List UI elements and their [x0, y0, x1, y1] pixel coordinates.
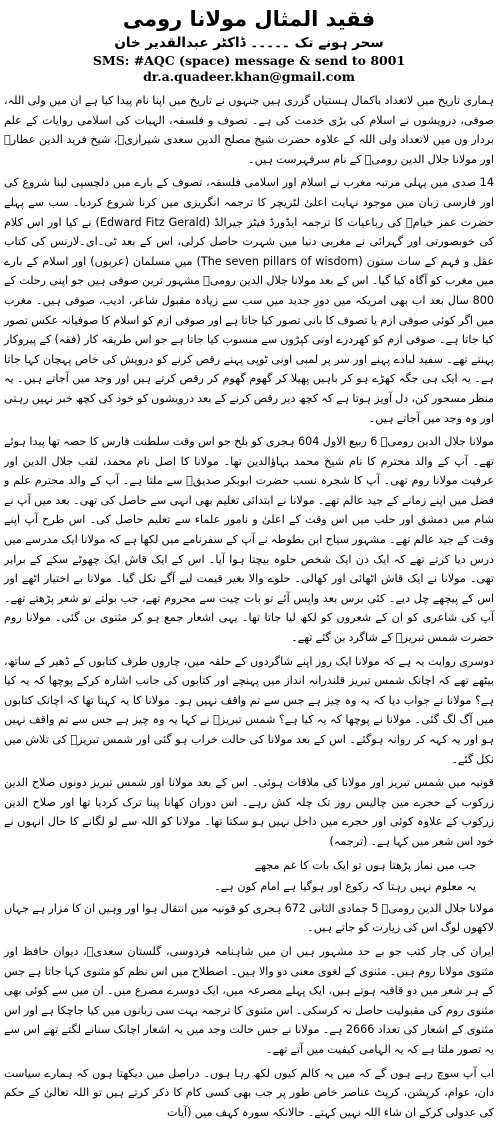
body-paragraph: ہماری تاریخ میں لاتعداد باکمال ہستیاں گزری ہیں جنہوں نے تاریخ میں اپنا نام پیدا کیا ہے ان میں ولی اللہ، صوفی، درویشوں نے اسلام کی بڑی خدمت کی ہے۔ تصوف و فلسفہ، الہیات کی اسلامی روایات کے علم بردار وں میں لاتعداد ولی اللہ کے علاوہ حضرت شیخ مصلح الدین سعدی شیرازیؒ، شیخ فرید الدین عطارؒ اور مولانا جلال الدین رومیؒ کے نام سرفہرست ہیں۔	[4, 91, 494, 169]
article-title: فقید المثال مولانا رومی	[4, 6, 494, 32]
body-paragraph: قونیہ میں شمس تبریز اور مولانا کی ملاقات ہوئی۔ اس کے بعد مولانا اور شمس تبریز دونوں صلاح الدین زرکوب کے حجرے میں چالیس روز تک چلہ کش رہے۔ اس دوران کھانا پینا ترک کردیا تھا اور صلاح الدین زرکوب کے علاوہ کوئی اور حجرے میں داخل نہیں ہو سکتا تھا۔ مولانا کو اللہ سے لو لگانے کا حال انہوں نے خود اس شعر میں کہا ہے۔ (ترجمہ)	[4, 773, 494, 851]
body-paragraph: ایران کی چار کتب جو بے حد مشہور ہیں ان میں شاہنامہ فردوسی، گلستان سعدیؒ، دیوان حافظ اور مثنوی مولانا روم ہیں۔ مثنوی کے لغوی معنی دو والا ہیں۔ اصطلاح میں اس نظم کو مثنوی کہا جاتا ہے جس کے ہر شعر میں دو قافیہ ہوتے ہیں، ایک پہلے مصرعہ میں، ایک دوسرے مصرع میں۔ ان میں سے کوئی بھی مثنوی روم کی مقبولیت حاصل نہ کرسکی۔ اس مثنوی کا ترجمہ بہت سی زبانوں میں کیا جاچکا ہے اور اس مثنوی کے اشعار کی تعداد 2666 ہے۔ مولانا نے جس حالت وجد میں یہ اشعار اچانک سنانے لگتے تھے اس سے یہ تصور ملتا ہے کہ یہ الہامی کیفیت میں آتے تھے۔	[4, 942, 494, 1060]
author-email: dr.a.quadeer.khan@gmail.com	[4, 69, 494, 85]
body-paragraph: دوسری روایت یہ ہے کہ مولانا ایک روز اپنے شاگردوں کے حلقہ میں، چاروں طرف کتابوں کے ڈھیر کے ساتھ، بیٹھے تھے کہ اچانک شمس تبریز قلندرانہ انداز میں پہنچے اور کتابوں کی جانب اشارہ کرکے پوچھا کہ یہ کیا ہے؟ مولانا نے جواب دیا کہ یہ وہ چیز ہے جس سے تم واقف نہیں ہو۔ مولانا کا یہ کہنا تھا کہ اچانک کتابوں میں آگ لگ گئی۔ مولانا نے پوچھا کہ یہ کیا ہے؟ شمس تبریزؒ نے کہا یہ وہ چیز ہے جس سے تم واقف نہیں ہو اور یہ کہہ کر روانہ ہوگئے۔ اس کے بعد مولانا کی حالت خراب ہو گئی اور شمس تبریزؒ کی تلاش میں نکل گئے۔	[4, 652, 494, 770]
article-byline: سحر ہونے تک ۔۔۔۔۔ ڈاکٹر عبدالقدیر خان	[4, 34, 494, 53]
couplet-line: یہ معلوم نہیں رہتا کہ رکوع اور ہوگیا ہے امام کون ہے۔	[4, 877, 494, 897]
body-paragraph: اب آپ سوچ رہے ہوں گے کہ میں یہ کالم کیوں لکھ رہا ہوں۔ دراصل میں دیکھتا ہوں کہ ہمارے سیاست دان، عوام، کرپشن، کرپٹ عناصر خاص طور پر جب بھی کسی کام کا ذکر کرتے ہیں تو اللہ تعالیٰ کے حکم کی عدولی کرکے ان شاء اللہ نہیں کہتے۔ حالانکہ سورہ کہف میں (آیات	[4, 1064, 494, 1122]
body-paragraph: مولانا جلال الدین رومیؒ 6 ربیع الاول 604 ہجری کو بلخ جو اس وقت سلطنت فارس کا حصہ تھا پیدا ہوئے تھے۔ آپ کے والد محترم کا نام شیخ محمد بہاؤالدین تھا۔ مولانا کا اصل نام محمد، لقب جلال الدین اور عرفیت مولانا روم تھی۔ آپ کا شجرہ نسب حضرت ابوبکر صدیقؓ سے ملتا ہے۔ آپ کے والد محترم علم و فضل میں اپنے زمانے کے جید عالم تھے۔ مولانا نے ابتدائی تعلیم بھی انہی سے حاصل کی تھی۔ بعد میں آپ نے شام میں دمشق اور حلب میں اس وقت کے اعلیٰ و نامور علماء سے تعلیم حاصل کی۔ اس طرح آپ اپنے وقت کے جید عالم تھے۔ مشہور سیاح ابن بطوطہ نے آپ کے سفرنامے میں لکھا ہے کہ مولانا ایک مدرسے میں درس دیا کرتے تھے کہ ایک دن ایک شخص حلوہ بیچتا ہوا آیا۔ اس کے ایک قاش ایک چھوٹے سکے کے برابر تھی۔ مولانا نے ایک قاش اٹھائی اور کھالی۔ حلوے والا بغیر قیمت لیے آگے نکل گیا۔ مولانا بے اختیار اٹھے اور اس کے پیچھے چل دیے۔ کئی برس بعد واپس آئے تو بات چیت سے محروم تھے، جب بولتے تو شعر پڑھتے تھے۔ آپ کی شاعری کو ان کے شعروں کو لکھ لیا جاتا تھا۔ یہی اشعار جمع ہو کر مثنوی بن گئی۔ مولانا روم حضرت شمس تبریزؒ کے شاگرد بن گئے تھے۔	[4, 432, 494, 648]
sms-line: SMS: #AQC (space) message & send to 8001	[4, 53, 494, 69]
couplet-line: جب میں نماز پڑھتا ہوں تو ایک بات کا غم مجھے	[4, 856, 494, 876]
body-paragraph: 14 صدی میں پہلی مرتبہ مغرب نے اسلام اور اسلامی فلسفہ، تصوف کے بارے میں دلچسپی لینا شروع کی اور فارسی زبان میں موجود نہایت اعلیٰ لٹریچر کا ترجمہ انگریزی میں کرنا شروع کردیا۔ سب سے پہلے حضرت عمر خیامؒ کی رباعیات کا ترجمہ ایڈورڈ فیٹز جیرالڈ (Edward Fitz Gerald) نے کیا اور اس کلام کی خوبصورتی اور گہرائی نے مغربی دنیا میں شہرت حاصل کرلی، اس کے بعد ٹی۔ای۔لارنس کی کتاب عقل و فہم کے سات ستون (The seven pillars of wisdom) میں مسلمان (عربوں) اور اسلام کے بارے میں مغرب کو آگاہ کیا گیا۔ اس کے بعد مولانا جلال الدین رومیؒ مشہور ترین صوفی ہیں جو اپنی رحلت کے 800 سال بعد اب بھی امریکہ میں دورِ جدید میں سب سے زیادہ مقبول شاعر، ادیب، صوفی ہیں۔ مغرب میں اگر کوئی صوفی ازم یا تصوف کا بانی تصور کیا جاتا ہے اور صوفی ازم کو اسلام کا صوفیانہ عکس تصور کیا جاتا ہے۔ صوفی ازم کو کھردرے اونی کپڑوں سے منسوب کیا جاتا ہے جو اس طریقہ کار (فقہ) کے پیروکار پہنتے تھے۔ سفید لبادے پہنے اور سر پر لمبی اونی ٹوپی پہنے رقص کرنے کو درویش کی خاص پہچان کہا جاتا ہے۔ یہ ایک ہی جگہ کھڑے ہو کر باہیں پھیلا کر گھوم گھوم کر رقص کرتے ہیں اور وجد میں آجاتے ہیں۔ یہ منظر مسحور کن، دل آویز ہوتا ہے کہ کچھ دیر رقص کرنے کے بعد درویشوں کو خود کی کچھ خبر نہیں رہتی اور وہ وجد میں آجاتے ہیں۔	[4, 173, 494, 428]
article-page	[0, 6, 498, 985]
body-paragraph: مولانا جلال الدین رومیؒ 5 جمادی الثانی 672 ہجری کو قونیہ میں انتقال ہوا اور وہیں ان کا مزار ہے جہاں لاکھوں لوگ اس کی زیارت کو جاتے ہیں۔	[4, 899, 494, 938]
